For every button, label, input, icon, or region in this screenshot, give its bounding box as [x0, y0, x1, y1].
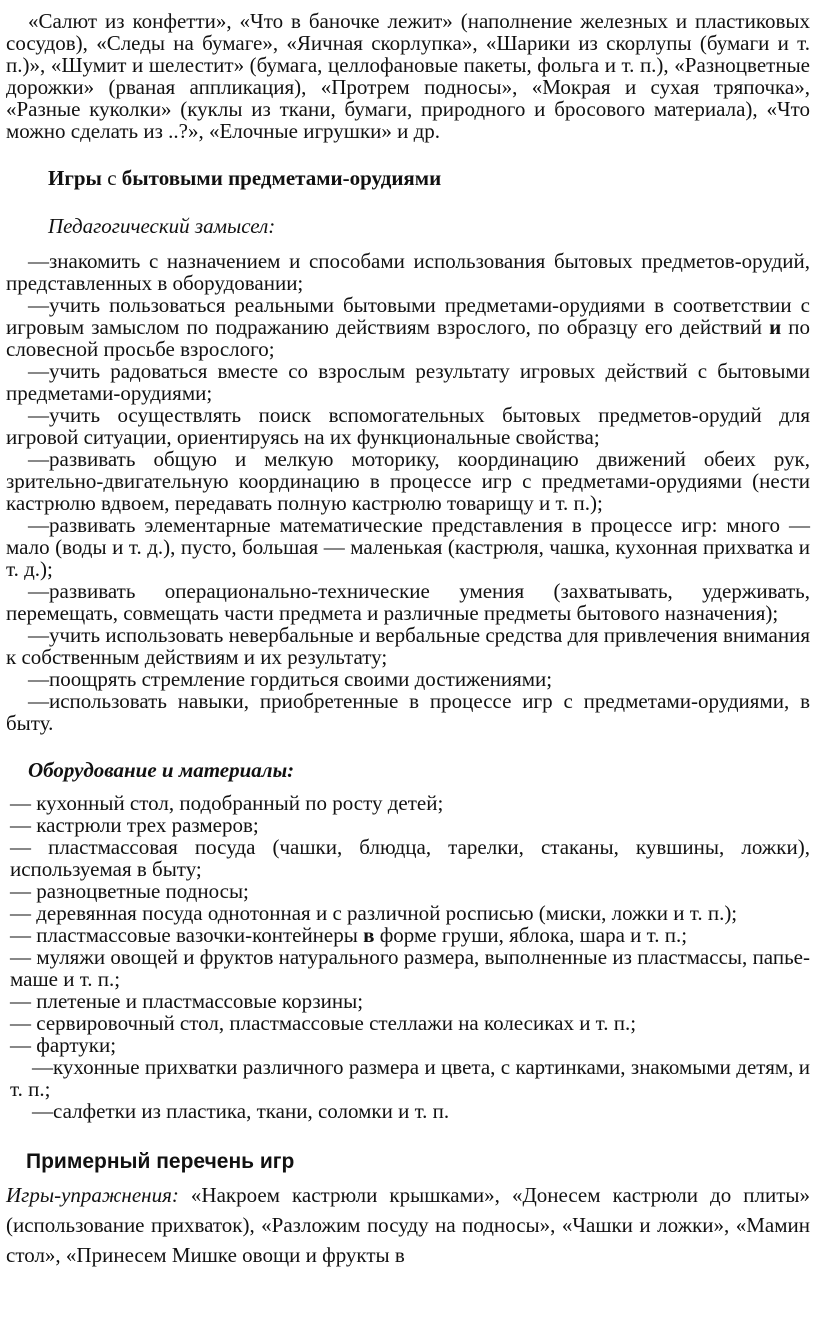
list-item: — фартуки;: [6, 1034, 810, 1056]
list-item: — кастрюли трех размеров;: [6, 814, 810, 836]
list-item: — учить пользоваться реальными бытовыми предметами-орудиями в соответствии с игровым замыслом по подражанию действиям взрослого, по образцу его действий и по словесной просьбе взрослого;: [6, 294, 810, 360]
list-item: — пластмассовые вазочки-контейнеры в форме груши, яблока, шара и т. п.;: [6, 924, 810, 946]
list-item: — салфетки из пластика, ткани, соломки и т. п.: [6, 1100, 810, 1122]
list-item: — деревянная посуда однотонная и с различной росписью (миски, ложки и т. п.);: [6, 902, 810, 924]
list-item: — кухонный стол, подобранный по росту детей;: [6, 792, 810, 814]
list-item: — муляжи овощей и фруктов натурального размера, выполненные из пластмассы, папье-маше и т. п.;: [6, 946, 810, 990]
games-list-text: «Накроем кастрюли крышками», «Донесем кастрюли до плиты» (использование прихваток), «Разложим посуду на подносы», «Чашки и ложки», «Мамин стол», «Принесем Мишке овощи и фрукты в: [6, 1183, 810, 1267]
list-item: — использовать навыки, приобретенные в процессе игр с предметами-орудиями, в быту.: [6, 690, 810, 734]
games-list-label: Игры-упражнения:: [6, 1183, 179, 1207]
list-item: — учить радоваться вместе со взрослым результату игровых действий с бытовыми предметами-орудиями;: [6, 360, 810, 404]
intro-paragraph: «Салют из конфетти», «Что в баночке лежит» (наполнение железных и пластиковых сосудов), «Следы на бумаге», «Яичная скорлупка», «Шарики из скорлупы (бумаги и т. п.)», «Шумит и шелестит» (бумага, целлофановые пакеты, фольга и т. п.), «Разноцветные дорожки» (рваная аппликация), «Протрем подносы», «Мокрая и сухая тряпочка», «Разные куколки» (куклы из ткани, бумаги, природного и бросового материала), «Что можно сделать из ..?», «Елочные игрушки» и др.: [6, 9, 810, 143]
equipment-list: [6, 792, 810, 1122]
list-item: — развивать операционально-технические умения (захватывать, удерживать, перемещать, совмещать части предмета и различные предметы бытового назначения);: [6, 580, 810, 624]
list-item: — развивать элементарные математические представления в процессе игр: много — мало (воды и т. д.), пусто, большая — маленькая (кастрюля, чашка, кухонная прихватка и т. д.);: [6, 514, 810, 580]
list-item: — пластмассовая посуда (чашки, блюдца, тарелки, стаканы, кувшины, ложки), используемая в быту;: [6, 836, 810, 880]
games-heading-part2: с: [101, 166, 122, 190]
intent-label: Педагогический замысел:: [48, 214, 276, 238]
games-list-paragraph: [6, 1180, 810, 1270]
list-item: — знакомить с назначением и способами использования бытовых предметов-орудий, представленных в оборудовании;: [6, 250, 810, 294]
list-item: — учить осуществлять поиск вспомогательных бытовых предметов-орудий для игровой ситуации, ориентируясь на их функциональные свойства;: [6, 404, 810, 448]
games-heading-part1: Игры: [48, 166, 102, 190]
equipment-heading: Оборудование и материалы:: [28, 758, 295, 782]
list-item: — разноцветные подносы;: [6, 880, 810, 902]
games-list-heading: Примерный перечень игр: [26, 1150, 295, 1173]
list-item: — сервировочный стол, пластмассовые стеллажи на колесиках и т. п.;: [6, 1012, 810, 1034]
intent-list: [6, 250, 810, 734]
list-item: — развивать общую и мелкую моторику, координацию движений обеих рук, зрительно-двигательную координацию в процессе игр с предметами-орудиями (нести кастрюлю вдвоем, передавать полную кастрюлю товарищу и т. п.);: [6, 448, 810, 514]
list-item: — кухонные прихватки различного размера и цвета, с картинками, знакомыми детям, и т. п.;: [6, 1056, 810, 1100]
list-item: — поощрять стремление гордиться своими достижениями;: [6, 668, 810, 690]
list-item: — плетеные и пластмассовые корзины;: [6, 990, 810, 1012]
games-heading-part3: бытовыми предметами-орудиями: [121, 166, 442, 190]
list-item: — учить использовать невербальные и вербальные средства для привлечения внимания к собственным действиям и их результату;: [6, 624, 810, 668]
games-heading: [48, 166, 810, 190]
